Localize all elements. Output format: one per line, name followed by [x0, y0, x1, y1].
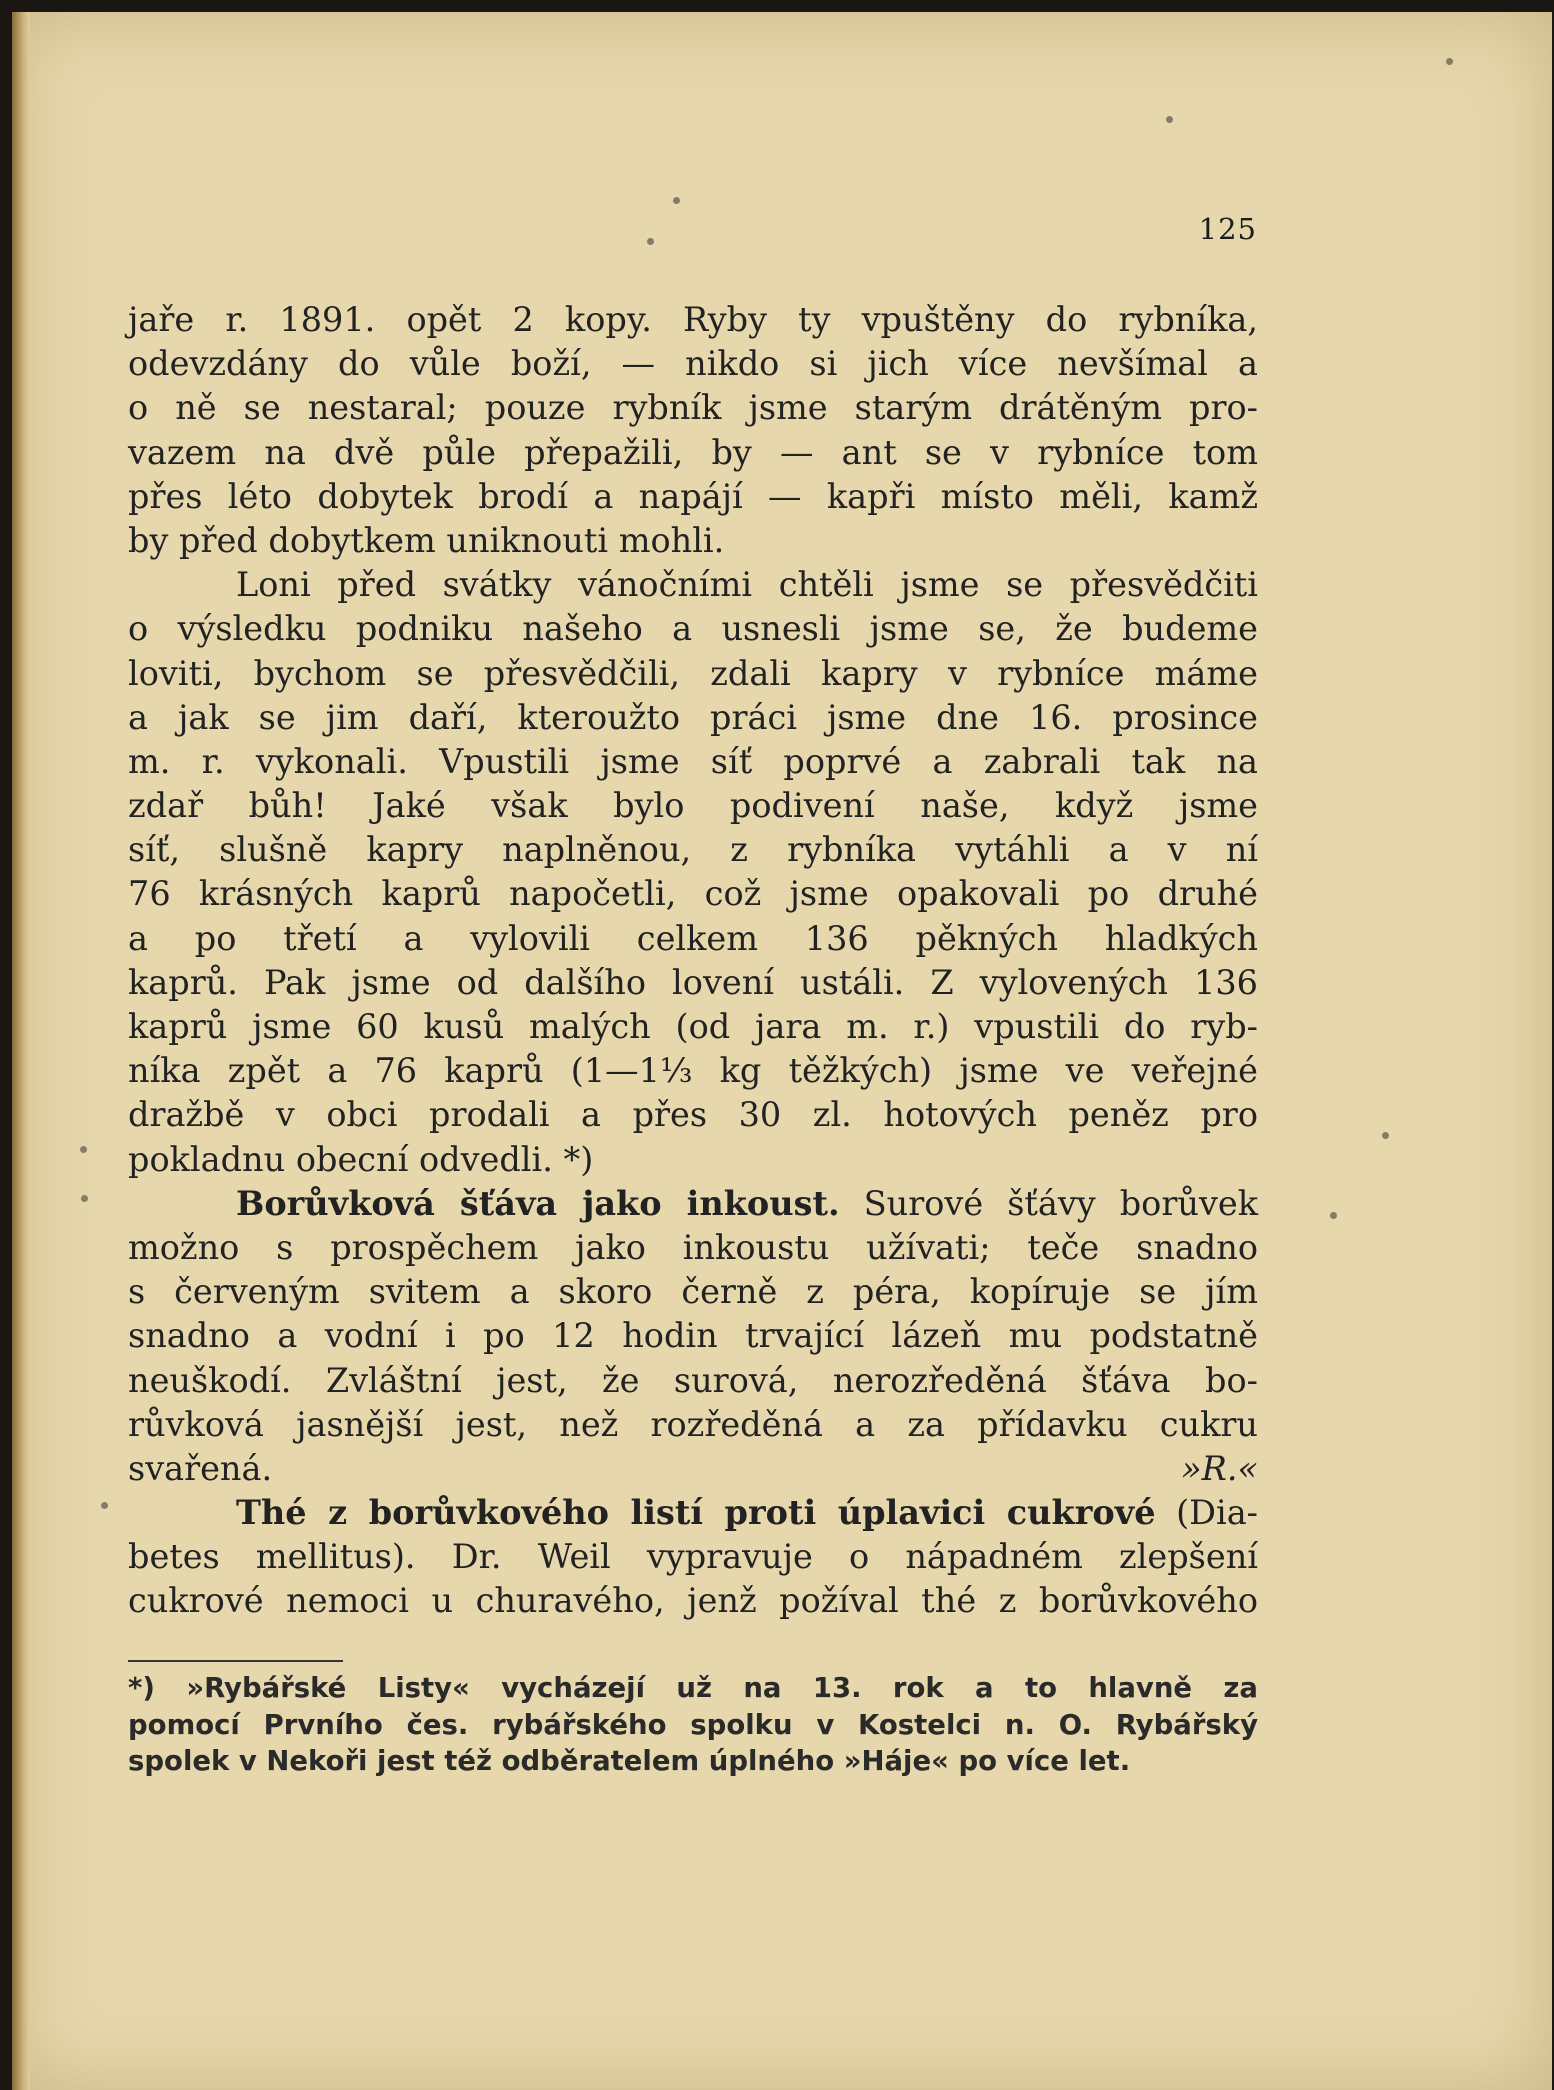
text-fragment: svařená.	[128, 1448, 273, 1488]
ink-speck	[1330, 1212, 1337, 1219]
ink-speck	[80, 1146, 87, 1153]
body-text	[128, 298, 1258, 1624]
footnote-line: spolek v Nekoři jest též odběratelem úplného »Háje« po více let.	[128, 1745, 1131, 1777]
text-line: cukrové nemoci u churavého, jenž požíval thé z borůvkového	[128, 1581, 1258, 1621]
ink-speck	[1166, 116, 1173, 123]
text-line: snadno a vodní i po 12 hodin trvající lázeň mu podstatně	[128, 1316, 1258, 1356]
text-fragment: Surové šťávy borůvek	[863, 1183, 1258, 1223]
section-heading: Thé z borůvkového listí proti úplavici cukrové	[236, 1493, 1156, 1533]
text-line: o ně se nestaral; pouze rybník jsme starým drátěným pro-	[128, 388, 1258, 428]
text-line: o výsledku podniku našeho a usnesli jsme se, že budeme	[128, 609, 1258, 649]
text-line	[128, 1447, 1258, 1491]
footnote-divider	[128, 1660, 343, 1662]
text-line: síť, slušně kapry naplněnou, z rybníka vytáhli a v ní	[128, 830, 1258, 870]
ink-speck	[647, 238, 654, 245]
text-line: možno s prospěchem jako inkoustu užívati; teče snadno	[128, 1227, 1258, 1267]
text-line: pokladnu obecní odvedli. *)	[128, 1139, 594, 1179]
text-line: loviti, bychom se přesvědčili, zdali kapry v rybníce máme	[128, 653, 1258, 693]
text-line: vazem na dvě půle přepažili, by — ant se v rybníce tom	[128, 432, 1258, 472]
ink-speck	[81, 1195, 88, 1202]
text-line: dražbě v obci prodali a přes 30 zl. hotových peněz pro	[128, 1095, 1258, 1135]
text-line: kaprů jsme 60 kusů malých (od jara m. r.) vpustili do ryb-	[128, 1007, 1258, 1046]
section-heading-line	[128, 1491, 1258, 1535]
section-heading-line	[128, 1182, 1258, 1226]
text-fragment: (Dia-	[1176, 1493, 1258, 1533]
text-line: 76 krásných kaprů napočetli, což jsme opakovali po druhé	[128, 874, 1258, 914]
text-line: m. r. vykonali. Vpustili jsme síť poprvé a zabrali tak na	[128, 741, 1258, 781]
footnote-line: pomocí Prvního čes. rybářského spolku v Kostelci n. O. Rybářský	[128, 1708, 1258, 1741]
text-line: betes mellitus). Dr. Weil vypravuje o nápadném zlepšení	[128, 1537, 1258, 1577]
section-heading: Borůvková šťáva jako inkoust.	[236, 1183, 840, 1223]
text-line: odevzdány do vůle boží, — nikdo si jich více nevšímal a	[128, 344, 1258, 384]
text-line: kaprů. Pak jsme od dalšího lovení ustáli. Z vylovených 136	[128, 962, 1258, 1002]
text-line: Loni před svátky vánočními chtěli jsme se přesvědčiti	[236, 565, 1258, 605]
ink-speck	[1382, 1132, 1389, 1139]
text-line: a jak se jim daří, kteroužto práci jsme dne 16. prosince	[128, 697, 1258, 737]
text-line: přes léto dobytek brodí a napájí — kapři místo měli, kamž	[128, 476, 1258, 516]
text-line: zdař bůh! Jaké však bylo podivení naše, když jsme	[128, 786, 1258, 826]
author-signature: »R.«	[1181, 1448, 1258, 1488]
text-line: s červeným svitem a skoro černě z péra, kopíruje se jím	[128, 1272, 1258, 1312]
book-spine	[12, 12, 30, 2090]
ink-speck	[1446, 58, 1453, 65]
page-number: 125	[1198, 212, 1257, 246]
text-line: růvková jasnější jest, než rozředěná a za přídavku cukru	[128, 1404, 1258, 1444]
ink-speck	[101, 1502, 108, 1509]
text-line: neuškodí. Zvláštní jest, že surová, nerozředěná šťáva bo-	[128, 1360, 1258, 1400]
text-line: a po třetí a vylovili celkem 136 pěkných hladkých	[128, 918, 1258, 958]
ink-speck	[673, 197, 680, 204]
footnote-line: *) »Rybářské Listy« vycházejí už na 13. rok a to hlavně za	[128, 1672, 1258, 1704]
text-line: jaře r. 1891. opět 2 kopy. Ryby ty vpuštěny do rybníka,	[128, 300, 1258, 339]
text-line: níka zpět a 76 kaprů (1—1⅓ kg těžkých) jsme ve veřejné	[128, 1051, 1258, 1091]
text-line: by před dobytkem uniknouti mohli.	[128, 520, 725, 560]
footnote	[128, 1670, 1258, 1780]
